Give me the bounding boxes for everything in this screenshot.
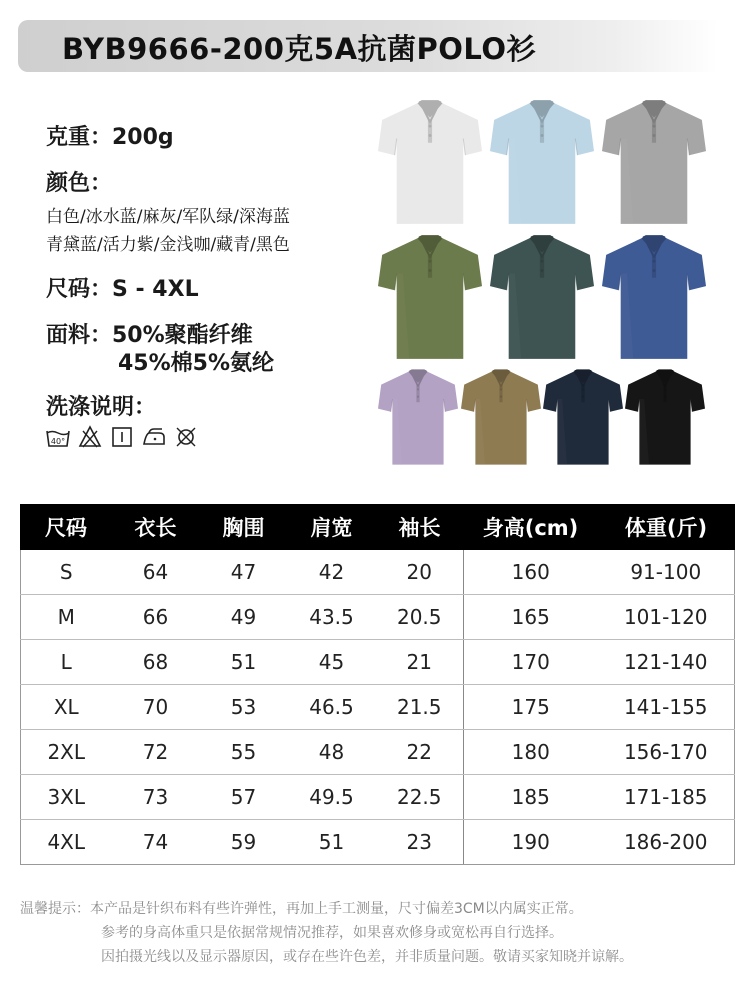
table-cell: 42 [288,550,376,595]
no-tumble-dry-icon [174,425,198,449]
table-cell: 186-200 [598,820,735,865]
table-cell: 160 [464,550,598,595]
table-cell: 51 [288,820,376,865]
product-title: BYB9666-200克5A抗菌POLO衫 [62,32,537,66]
polo-shirt-black [625,367,705,467]
column-header: 胸围 [200,505,288,550]
table-cell: 165 [464,595,598,640]
table-cell: 46.5 [288,685,376,730]
notes-block [20,897,633,969]
table-row [21,595,735,640]
table-cell: 45 [288,640,376,685]
care-icons [46,425,198,451]
table-row [21,775,735,820]
polo-shirt-army-green [378,232,482,362]
iron-icon [142,425,166,449]
table-cell: 180 [464,730,598,775]
table-row [21,730,735,775]
table-cell: 68 [112,640,200,685]
polo-shirt-white [378,97,482,227]
table-cell: 48 [288,730,376,775]
table-cell: 190 [464,820,598,865]
table-row [21,820,735,865]
table-cell: 23 [376,820,464,865]
table-header-row [21,505,735,550]
polo-shirt-indigo-blue [602,232,706,362]
polo-shirt-khaki [461,367,541,467]
table-cell: 64 [112,550,200,595]
table-cell: 53 [200,685,288,730]
table-cell: 2XL [21,730,112,775]
polo-shirt-navy [543,367,623,467]
wash-40-icon [46,425,70,449]
table-cell: 4XL [21,820,112,865]
color-swatch-gallery [376,92,716,472]
polo-shirt-gray [602,97,706,227]
note-line: 参考的身高体重只是依据常规情况推荐，如果喜欢修身或宽松再自行选择。 [101,925,563,941]
note-line: 因拍摄光线以及显示器原因，或存在些许色差，并非质量问题。敬请买家知晓并谅解。 [101,949,633,965]
table-cell: 101-120 [598,595,735,640]
table-cell: 22.5 [376,775,464,820]
table-cell: 141-155 [598,685,735,730]
size-range-spec: 尺码：S - 4XL [46,277,199,302]
table-cell: 156-170 [598,730,735,775]
column-header: 身高(cm) [464,505,598,550]
polo-shirt-ice-blue [490,97,594,227]
table-cell: 185 [464,775,598,820]
color-label: 颜色： [46,171,113,196]
table-cell: 72 [112,730,200,775]
table-cell: 59 [200,820,288,865]
table-cell: 49 [200,595,288,640]
table-cell: L [21,640,112,685]
table-cell: 66 [112,595,200,640]
table-cell: 20.5 [376,595,464,640]
fabric-spec-line1: 面料：50%聚酯纤维 [46,323,253,348]
table-cell: 57 [200,775,288,820]
column-header: 肩宽 [288,505,376,550]
table-cell: 22 [376,730,464,775]
table-cell: 171-185 [598,775,735,820]
table-cell: 91-100 [598,550,735,595]
table-cell: 20 [376,550,464,595]
table-cell: 21.5 [376,685,464,730]
table-cell: 47 [200,550,288,595]
svg-text:40°: 40° [50,437,66,446]
table-cell: 70 [112,685,200,730]
no-bleach-icon [78,425,102,449]
column-header: 体重(斤) [598,505,735,550]
column-header: 衣长 [112,505,200,550]
color-list-line1: 白色/冰水蓝/麻灰/军队绿/深海蓝 [46,207,290,227]
fabric-spec-line2: 45%棉5%氨纶 [118,351,275,376]
table-cell: 21 [376,640,464,685]
table-row [21,640,735,685]
table-cell: M [21,595,112,640]
polo-shirt-deep-teal [490,232,594,362]
size-chart-table [20,504,735,865]
wash-label: 洗涤说明： [46,395,157,420]
table-cell: 55 [200,730,288,775]
table-cell: 74 [112,820,200,865]
color-list-line2: 青黛蓝/活力紫/金浅咖/藏青/黑色 [46,235,290,255]
table-cell: 170 [464,640,598,685]
column-header: 尺码 [21,505,112,550]
table-cell: 121-140 [598,640,735,685]
note-line: 温馨提示：本产品是针织布料有些许弹性，再加上手工测量，尺寸偏差3CM以内属实正常。 [20,901,583,917]
table-cell: XL [21,685,112,730]
polo-shirt-purple [378,367,458,467]
dry-flat-icon [110,425,134,449]
table-cell: 49.5 [288,775,376,820]
table-cell: 43.5 [288,595,376,640]
table-cell: 175 [464,685,598,730]
table-row [21,685,735,730]
column-header: 袖长 [376,505,464,550]
table-row [21,550,735,595]
table-cell: 3XL [21,775,112,820]
title-banner [18,20,718,72]
table-cell: S [21,550,112,595]
table-cell: 51 [200,640,288,685]
table-cell: 73 [112,775,200,820]
weight-spec: 克重：200g [46,125,174,150]
